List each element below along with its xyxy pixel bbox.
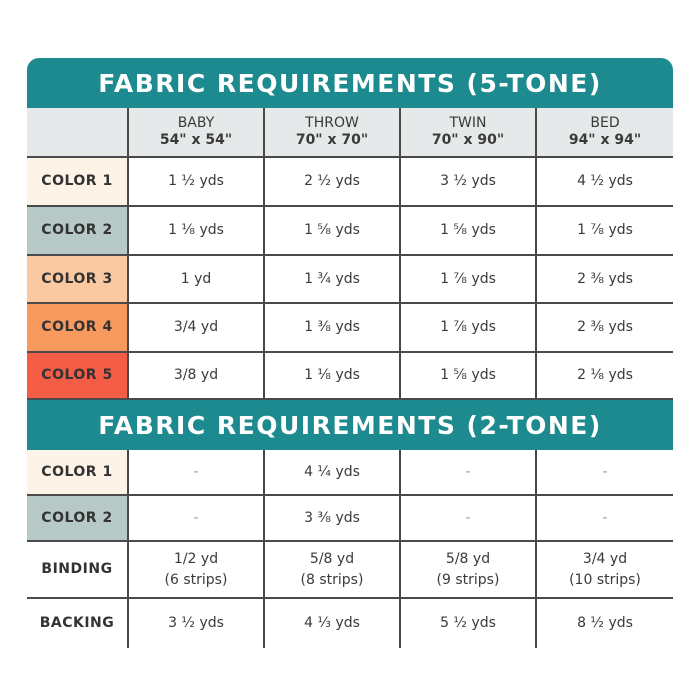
value-cell: 5 ½ yds [401, 599, 537, 648]
binding-row [27, 542, 673, 599]
value-cell: 2 ⅜ yds [537, 304, 673, 353]
value-cell [537, 542, 673, 599]
value-cell: 1 ⅝ yds [401, 207, 537, 256]
value-cell: - [537, 496, 673, 542]
value-cell [401, 542, 537, 599]
value-cell: 1 ⅝ yds [401, 353, 537, 400]
title-2tone: FABRIC REQUIREMENTS (2-TONE) [27, 400, 673, 450]
header-name: THROW [305, 114, 359, 131]
value-cell: 4 ½ yds [537, 158, 673, 207]
value-cell [129, 542, 265, 599]
row-label: COLOR 1 [27, 158, 129, 207]
table-row [27, 304, 673, 353]
value-cell: - [129, 450, 265, 496]
value-cell: 1 ⅞ yds [401, 256, 537, 304]
value-cell: 4 ⅓ yds [265, 599, 401, 648]
value-cell: 1 ⅛ yds [129, 207, 265, 256]
value-cell: 1 ⅞ yds [537, 207, 673, 256]
title-5tone: FABRIC REQUIREMENTS (5-TONE) [27, 58, 673, 108]
value-cell: 2 ⅛ yds [537, 353, 673, 400]
header-size: 70" x 70" [295, 132, 369, 148]
row-label: COLOR 3 [27, 256, 129, 304]
value-cell: 3 ½ yds [401, 158, 537, 207]
row-label: BACKING [27, 599, 129, 648]
header-baby [129, 108, 265, 158]
header-size: 94" x 94" [568, 132, 642, 148]
row-label: COLOR 1 [27, 450, 129, 496]
row-label: COLOR 2 [27, 207, 129, 256]
table-row [27, 450, 673, 496]
value-cell: 2 ½ yds [265, 158, 401, 207]
row-label: COLOR 4 [27, 304, 129, 353]
value-cell: 2 ⅜ yds [537, 256, 673, 304]
table-row [27, 158, 673, 207]
table-row [27, 496, 673, 542]
value-cell: 3/8 yd [129, 353, 265, 400]
header-name: TWIN [449, 114, 487, 131]
binding-amount: 3/4 yd [582, 551, 628, 568]
table-row [27, 207, 673, 256]
value-cell [265, 542, 401, 599]
binding-strips: (8 strips) [300, 571, 364, 588]
value-cell: 1 ½ yds [129, 158, 265, 207]
binding-strips: (9 strips) [436, 571, 500, 588]
binding-amount: 1/2 yd [173, 551, 219, 568]
value-cell: 1 ¾ yds [265, 256, 401, 304]
table-row [27, 353, 673, 400]
value-cell: 1 ⅛ yds [265, 353, 401, 400]
value-cell: 3 ⅜ yds [265, 496, 401, 542]
row-label: COLOR 5 [27, 353, 129, 400]
value-cell: 3/4 yd [129, 304, 265, 353]
value-cell: 1 ⅝ yds [265, 207, 401, 256]
binding-strips: (10 strips) [569, 571, 641, 588]
header-row [27, 108, 673, 158]
header-name: BED [590, 114, 620, 131]
header-name: BABY [177, 114, 215, 131]
value-cell: 1 ⅞ yds [401, 304, 537, 353]
fabric-requirements-table [27, 58, 673, 648]
value-cell: - [537, 450, 673, 496]
value-cell: 3 ½ yds [129, 599, 265, 648]
value-cell: - [129, 496, 265, 542]
value-cell: 1 ⅜ yds [265, 304, 401, 353]
header-size: 70" x 90" [431, 132, 505, 148]
value-cell: - [401, 496, 537, 542]
value-cell: 8 ½ yds [577, 615, 633, 632]
header-twin [401, 108, 537, 158]
backing-row [27, 599, 673, 648]
header-bed [537, 108, 673, 158]
binding-amount: 5/8 yd [445, 551, 491, 568]
row-label: BINDING [27, 542, 129, 599]
row-label: COLOR 2 [27, 496, 129, 542]
table-row [27, 256, 673, 304]
value-cell: 1 yd [129, 256, 265, 304]
binding-amount: 5/8 yd [309, 551, 355, 568]
header-throw [265, 108, 401, 158]
binding-strips: (6 strips) [164, 571, 228, 588]
value-cell: - [401, 450, 537, 496]
header-size: 54" x 54" [159, 132, 233, 148]
value-cell: 4 ¼ yds [265, 450, 401, 496]
header-corner [27, 108, 129, 158]
